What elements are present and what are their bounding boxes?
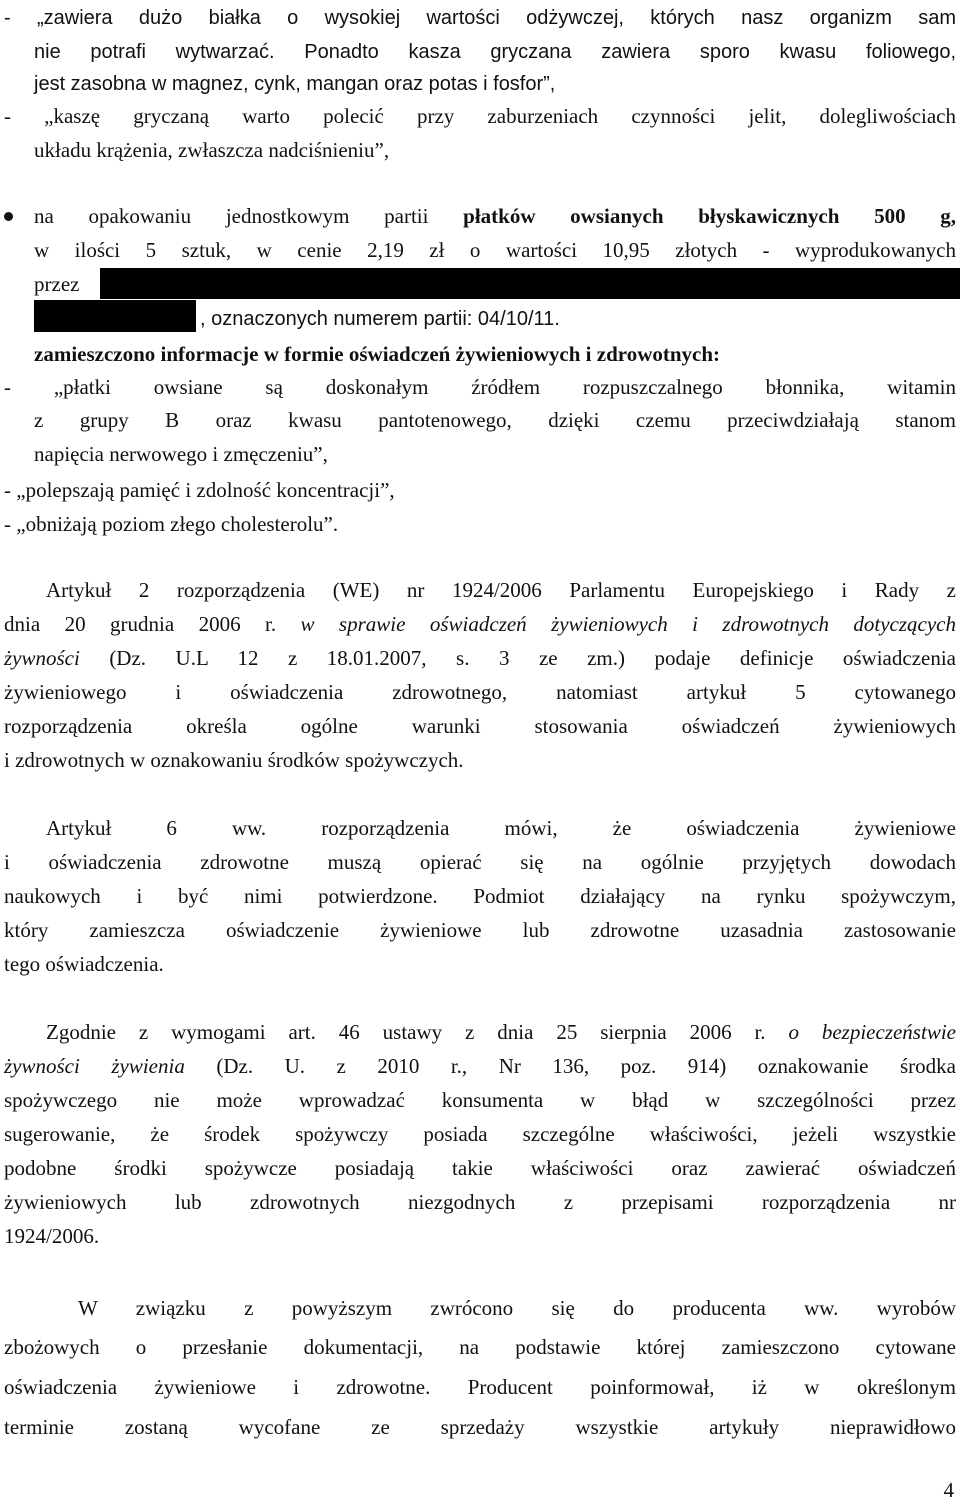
paragraph-line: i zdrowotnych w oznakowaniu środków spożywczych. [4, 748, 464, 772]
bullet-line: w ilości 5 sztuk, w cenie 2,19 zł o wartości 10,95 złotych - wyprodukowanych [34, 238, 956, 262]
act-title: o bezpieczeństwie [788, 1020, 956, 1044]
list-item-line: jest zasobna w magnez, cynk, mangan oraz potas i fosfor”, [34, 73, 556, 95]
claim-line: - „obniżają poziom złego cholesterolu”. [4, 512, 339, 536]
paragraph-line: terminie zostaną wycofane ze sprzedaży wszystkie artykuły nieprawidłowo [4, 1415, 956, 1439]
act-title: żywności żywienia [4, 1054, 185, 1078]
paragraph-line: i oświadczenia zdrowotne muszą opierać się na ogólnie przyjętych dowodach [4, 850, 956, 874]
claim-line: napięcia nerwowego i zmęczeniu”, [34, 442, 328, 466]
act-title: w sprawie oświadczeń żywieniowych i zdrowotnych dotyczących [300, 612, 956, 636]
paragraph-line: 1924/2006. [4, 1224, 100, 1248]
paragraph-line: rozporządzenia określa ogólne warunki stosowania oświadczeń żywieniowych [4, 714, 956, 738]
bullet-icon [4, 212, 13, 221]
redaction-block [100, 268, 960, 299]
claim-line: - „płatki owsiane są doskonałym źródłem rozpuszczalnego błonnika, witamin [4, 375, 956, 399]
bullet-line [34, 270, 79, 298]
text-run: (Dz. U.L 12 z 18.01.2007, s. 3 ze zm.) podaje definicje oświadczenia [79, 646, 956, 670]
paragraph-line: podobne środki spożywcze posiadają takie właściwości oraz zawierać oświadczeń [4, 1156, 956, 1180]
claims-heading: zamieszczono informacje w formie oświadczeń żywieniowych i zdrowotnych: [34, 342, 721, 366]
paragraph-line: oświadczenia żywieniowe i zdrowotne. Producent poinformował, iż w określonym [4, 1375, 956, 1399]
paragraph-line: Artykuł 2 rozporządzenia (WE) nr 1924/2006 Parlamentu Europejskiego i Rady z [46, 578, 956, 602]
bullet-line: , oznaczonych numerem partii: 04/10/11. [200, 308, 560, 330]
paragraph-line: Artykuł 6 ww. rozporządzenia mówi, że oświadczenia żywieniowe [46, 816, 956, 840]
paragraph-line: tego oświadczenia. [4, 952, 164, 976]
paragraph-line: który zamieszcza oświadczenie żywieniowe lub zdrowotne uzasadnia zastosowanie [4, 918, 956, 942]
text-run: Zgodnie z wymogami art. 46 ustawy z dnia 25 sierpnia 2006 r. [46, 1020, 789, 1044]
paragraph-line: sugerowanie, że środek spożywczy posiada szczególne właściwości, jeżeli wszystkie [4, 1122, 956, 1146]
claim-line: - „polepszają pamięć i zdolność koncentracji”, [4, 478, 395, 502]
act-title: żywności [4, 646, 80, 670]
paragraph-line [4, 610, 956, 638]
paragraph-line [4, 644, 956, 672]
redaction-block [34, 300, 196, 332]
paragraph-line: spożywczego nie może wprowadzać konsumenta w błąd w szczególności przez [4, 1088, 956, 1112]
bullet-text: na opakowaniu jednostkowym partii [34, 204, 464, 228]
paragraph-line: żywieniowego i oświadczenia zdrowotnego, natomiast artykuł 5 cytowanego [4, 680, 956, 704]
list-item-line: - „kaszę gryczaną warto polecić przy zaburzeniach czynności jelit, dolegliwościach [4, 104, 956, 128]
page-number: 4 [943, 1478, 954, 1502]
list-item-line: nie potrafi wytwarzać. Ponadto kasza gryczana zawiera sporo kwasu foliowego, [34, 41, 956, 63]
paragraph-line: żywieniowych lub zdrowotnych niezgodnych z przepisami rozporządzenia nr [4, 1190, 956, 1214]
list-item-line: układu krążenia, zwłaszcza nadciśnieniu”, [34, 138, 390, 162]
list-item-line: - „zawiera dużo białka o wysokiej wartości odżywczej, których nasz organizm sam [4, 7, 956, 29]
paragraph-line: W związku z powyższym zwrócono się do producenta ww. wyrobów [78, 1296, 956, 1320]
paragraph-line [4, 1052, 956, 1080]
text-run: (Dz. U. z 2010 r., Nr 136, poz. 914) oznakowanie środka [184, 1054, 956, 1078]
product-name: płatków owsianych błyskawicznych 500 g, [463, 204, 956, 228]
paragraph-line [46, 1018, 956, 1046]
bullet-text: przez [34, 272, 80, 296]
paragraph-line: zbożowych o przesłanie dokumentacji, na podstawie której zamieszczono cytowane [4, 1335, 956, 1359]
bullet-line [34, 202, 956, 230]
text-run: dnia 20 grudnia 2006 r. [4, 612, 301, 636]
paragraph-line: naukowych i być nimi potwierdzone. Podmiot działający na rynku spożywczym, [4, 884, 956, 908]
claim-line: z grupy B oraz kwasu pantotenowego, dzięki czemu przeciwdziałają stanom [34, 408, 956, 432]
